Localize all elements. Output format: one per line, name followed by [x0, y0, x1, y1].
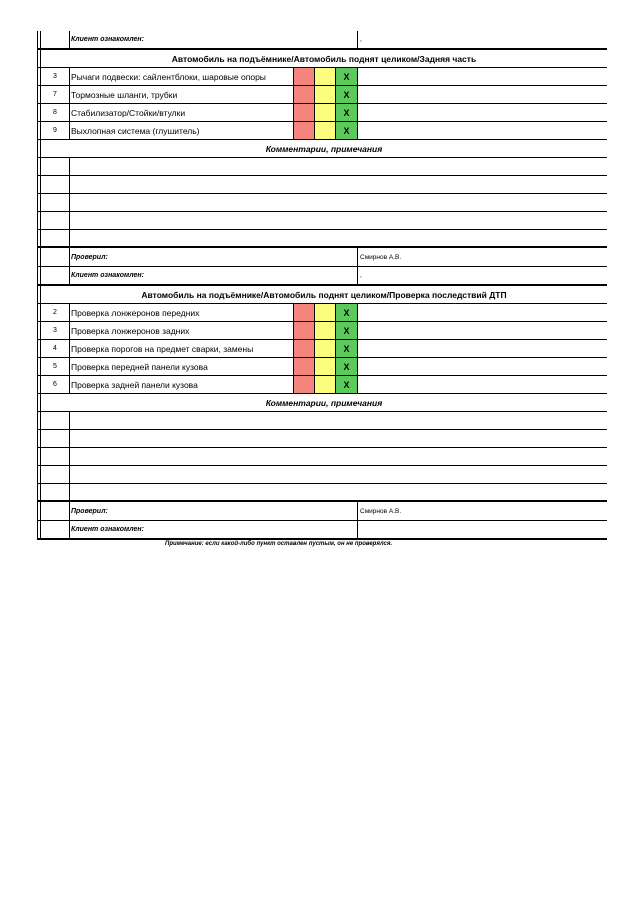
- status-warn-cell[interactable]: [315, 86, 336, 103]
- section-title: Автомобиль на подъёмнике/Автомобиль поднят целиком/Проверка последствий ДТП: [141, 289, 507, 300]
- item-number: 3: [41, 68, 70, 85]
- item-note-cell[interactable]: [358, 358, 607, 375]
- item-note-cell[interactable]: [358, 86, 607, 103]
- status-warn-cell[interactable]: [315, 122, 336, 139]
- status-warn-cell[interactable]: [315, 68, 336, 85]
- comment-line[interactable]: [37, 194, 607, 212]
- checked-value[interactable]: Смирнов А.В.: [360, 507, 402, 515]
- status-bad-cell[interactable]: [294, 304, 315, 321]
- status-warn-cell[interactable]: [315, 358, 336, 375]
- checked-row: [37, 248, 607, 267]
- status-ok-cell[interactable]: X: [336, 122, 358, 139]
- status-bad-cell[interactable]: [294, 86, 315, 103]
- section-title: Автомобиль на подъёмнике/Автомобиль поднят целиком/Задняя часть: [171, 53, 477, 64]
- checklist-row: [37, 86, 607, 104]
- comment-line[interactable]: [37, 176, 607, 194]
- status-ok-cell[interactable]: X: [336, 86, 358, 103]
- status-warn-cell[interactable]: [315, 304, 336, 321]
- item-number: 9: [41, 122, 70, 139]
- comment-line[interactable]: [37, 212, 607, 230]
- comment-line[interactable]: [37, 448, 607, 466]
- status-ok-cell[interactable]: X: [336, 358, 358, 375]
- comment-line[interactable]: [37, 412, 607, 430]
- status-ok-cell[interactable]: X: [336, 376, 358, 393]
- checklist-row: [37, 358, 607, 376]
- status-bad-cell[interactable]: [294, 358, 315, 375]
- comments-title: Комментарии, примечания: [265, 397, 383, 408]
- status-ok-cell[interactable]: X: [336, 304, 358, 321]
- status-bad-cell[interactable]: [294, 376, 315, 393]
- status-ok-cell[interactable]: X: [336, 104, 358, 121]
- client-label: Клиент ознакомлен:: [70, 267, 358, 284]
- section-header-rear: [37, 49, 607, 68]
- item-label: Проверка задней панели кузова: [70, 376, 294, 393]
- item-number: 7: [41, 86, 70, 103]
- client-label: Клиент ознакомлен:: [70, 521, 358, 538]
- comments-title: Комментарии, примечания: [265, 143, 383, 154]
- status-warn-cell[interactable]: [315, 104, 336, 121]
- status-bad-cell[interactable]: [294, 122, 315, 139]
- checked-label: Проверил:: [70, 502, 358, 520]
- client-label: Клиент ознакомлен:: [70, 31, 358, 48]
- item-label: Рычаги подвески: сайлентблоки, шаровые опоры: [70, 68, 294, 85]
- inspection-sheet: [37, 31, 607, 540]
- item-note-cell[interactable]: [358, 304, 607, 321]
- checklist-row: [37, 104, 607, 122]
- client-row-1: [37, 31, 607, 49]
- item-label: Проверка лонжеронов задних: [70, 322, 294, 339]
- status-bad-cell[interactable]: [294, 322, 315, 339]
- item-note-cell[interactable]: [358, 376, 607, 393]
- item-note-cell[interactable]: [358, 322, 607, 339]
- item-label: Проверка лонжеронов передних: [70, 304, 294, 321]
- item-note-cell[interactable]: [358, 68, 607, 85]
- item-number: 2: [41, 304, 70, 321]
- status-ok-cell[interactable]: X: [336, 340, 358, 357]
- item-number: 8: [41, 104, 70, 121]
- status-warn-cell[interactable]: [315, 376, 336, 393]
- checklist-row: [37, 304, 607, 322]
- item-label: Тормозные шланги, трубки: [70, 86, 294, 103]
- status-ok-cell[interactable]: X: [336, 322, 358, 339]
- comment-line[interactable]: [37, 158, 607, 176]
- item-label: Проверка порогов на предмет сварки, замены: [70, 340, 294, 357]
- status-bad-cell[interactable]: [294, 68, 315, 85]
- status-warn-cell[interactable]: [315, 322, 336, 339]
- checked-row: [37, 502, 607, 521]
- footnote: Примечание: если какой-либо пункт оставлен пустым, он не проверялся.: [165, 541, 393, 547]
- item-note-cell[interactable]: [358, 340, 607, 357]
- item-label: Выхлопная система (глушитель): [70, 122, 294, 139]
- item-label: Проверка передней панели кузова: [70, 358, 294, 375]
- client-value[interactable]: ,: [360, 36, 362, 43]
- comments-header: [37, 140, 607, 158]
- status-ok-cell[interactable]: X: [336, 68, 358, 85]
- checklist-row: [37, 376, 607, 394]
- client-row-3: [37, 521, 607, 540]
- item-number: 4: [41, 340, 70, 357]
- checklist-row: [37, 322, 607, 340]
- comment-line[interactable]: [37, 430, 607, 448]
- status-bad-cell[interactable]: [294, 104, 315, 121]
- client-value[interactable]: [358, 521, 607, 538]
- comment-line[interactable]: [37, 230, 607, 248]
- checked-label: Проверил:: [70, 248, 358, 266]
- client-value[interactable]: ,: [360, 272, 362, 279]
- checklist-row: [37, 122, 607, 140]
- status-warn-cell[interactable]: [315, 340, 336, 357]
- item-note-cell[interactable]: [358, 122, 607, 139]
- checklist-row: [37, 340, 607, 358]
- comments-header: [37, 394, 607, 412]
- client-row-2: [37, 267, 607, 286]
- comment-line[interactable]: [37, 466, 607, 484]
- checked-value[interactable]: Смирнов А.В.: [360, 253, 402, 261]
- empty-num-cell: [41, 31, 70, 48]
- checklist-row: [37, 68, 607, 86]
- section-header-accident: [37, 286, 607, 304]
- status-bad-cell[interactable]: [294, 340, 315, 357]
- item-label: Стабилизатор/Стойки/втулки: [70, 104, 294, 121]
- item-number: 5: [41, 358, 70, 375]
- item-number: 6: [41, 376, 70, 393]
- item-number: 3: [41, 322, 70, 339]
- comment-line[interactable]: [37, 484, 607, 502]
- item-note-cell[interactable]: [358, 104, 607, 121]
